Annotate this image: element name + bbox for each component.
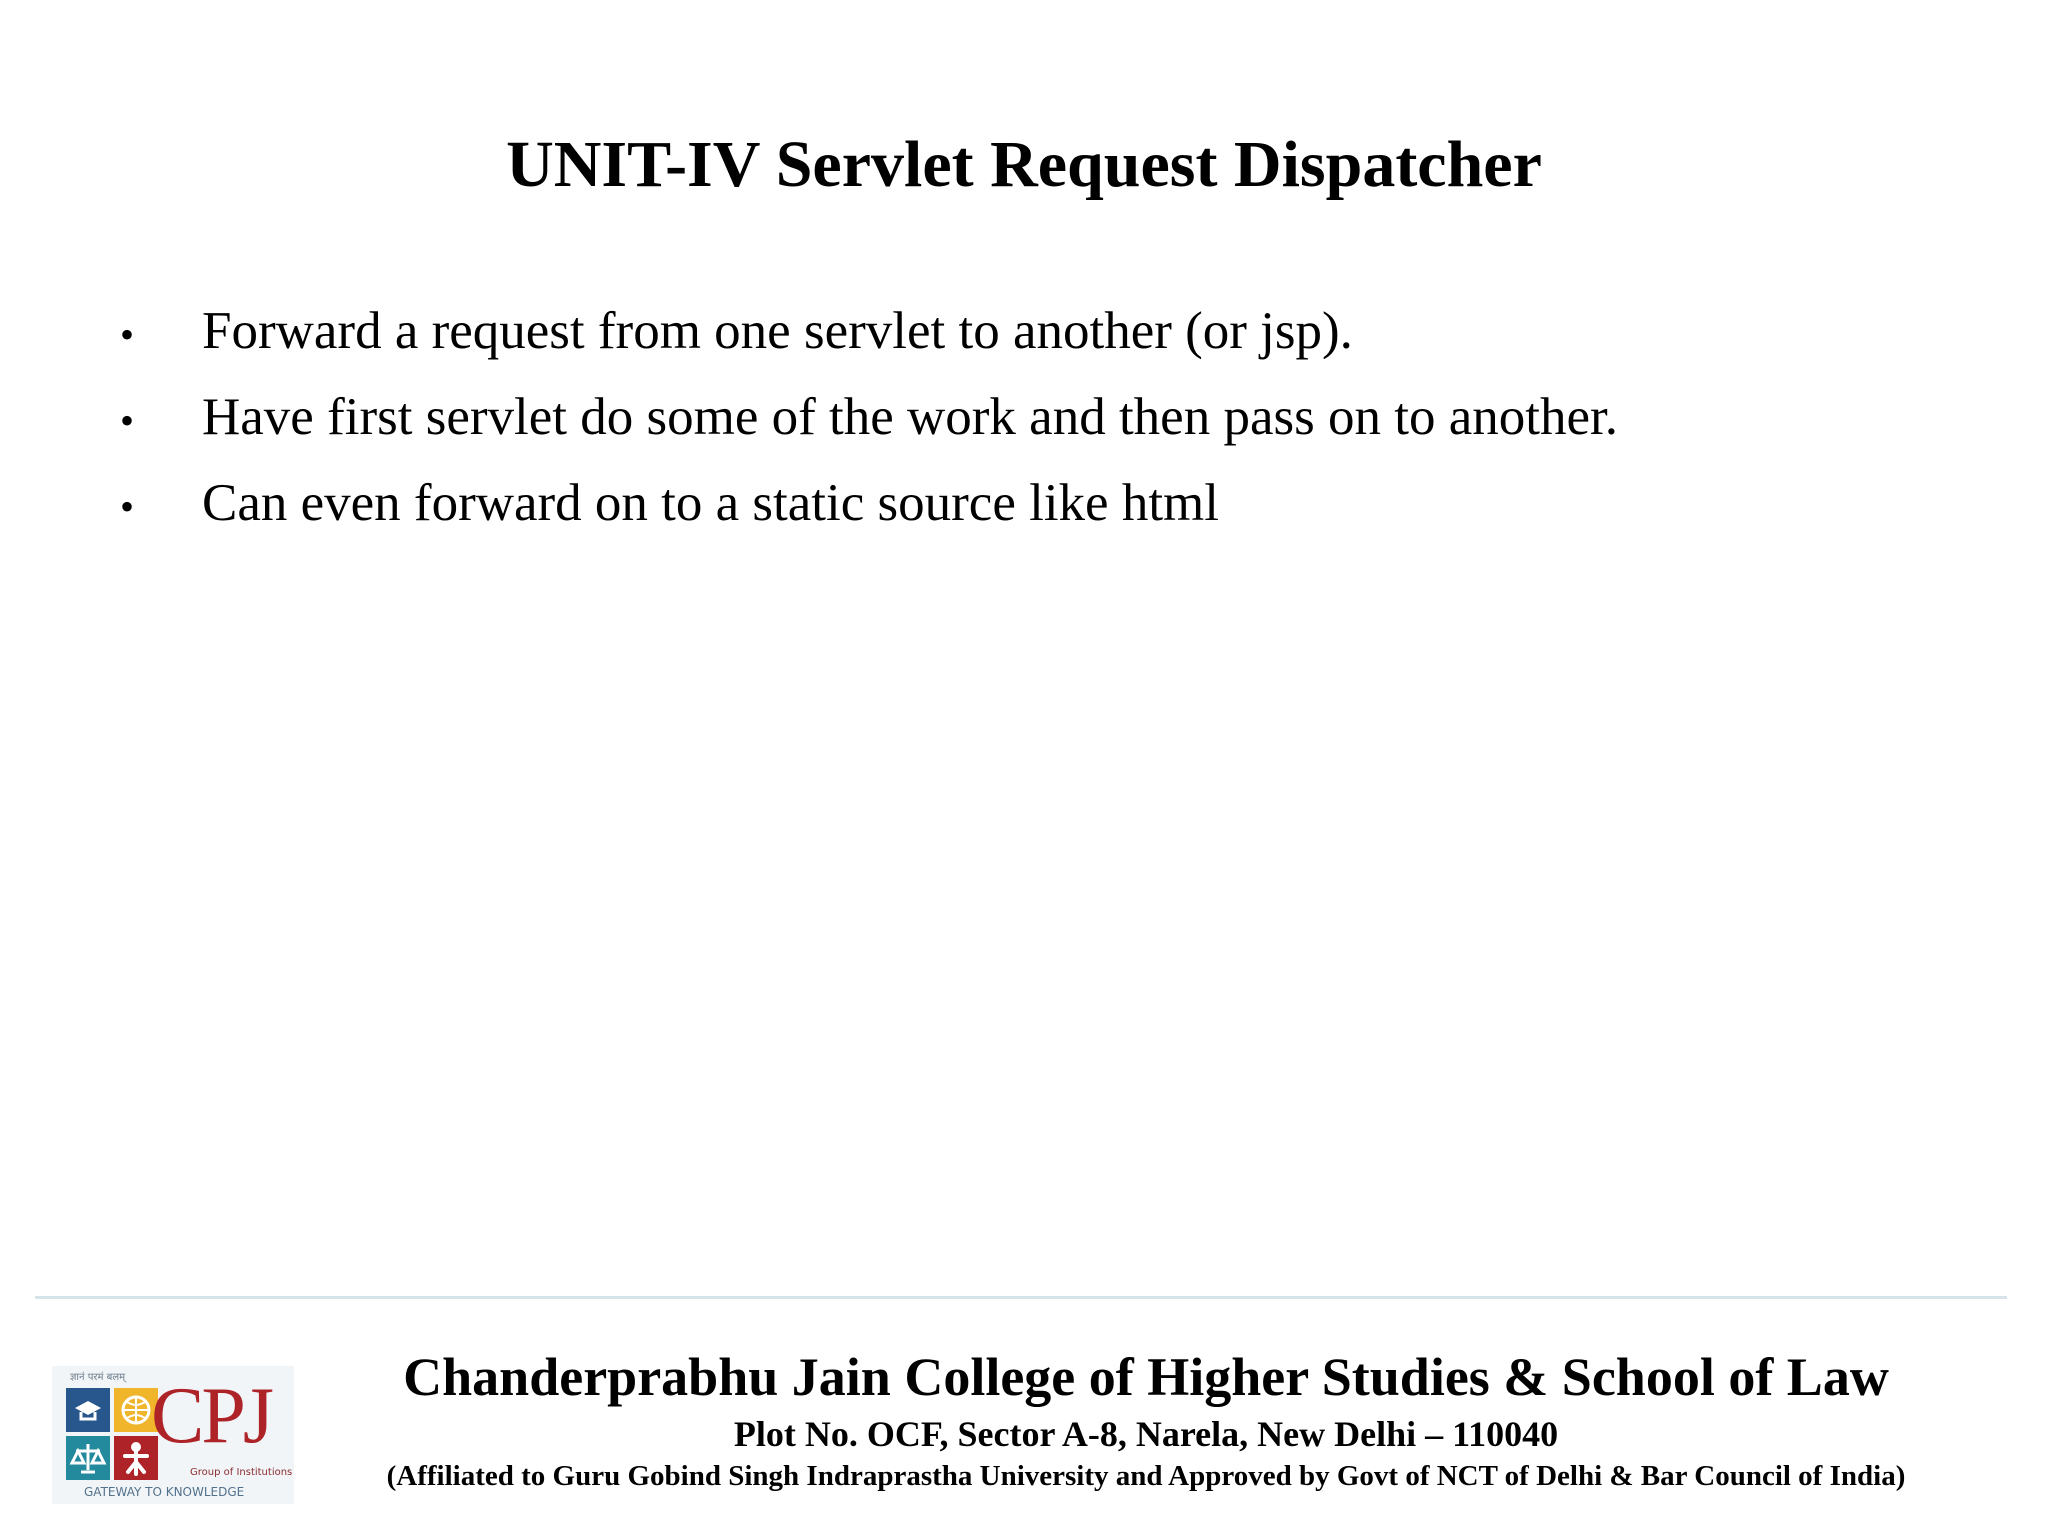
bullet-text: Forward a request from one servlet to another (or jsp). <box>202 302 1353 360</box>
logo-motto: ज्ञानं परमं बलम् <box>70 1372 126 1383</box>
logo-group-text: Group of Institutions <box>190 1467 293 1478</box>
slide-title: UNIT-IV Servlet Request Dispatcher <box>506 128 1542 202</box>
bullet-item <box>120 290 1980 376</box>
college-logo <box>52 1366 294 1504</box>
bullet-item <box>120 462 1980 548</box>
logo-initials: CPJ <box>151 1372 271 1460</box>
bullet-icon: • <box>120 312 135 357</box>
bullet-text: Have first servlet do some of the work and then pass on to another. <box>202 388 1618 446</box>
bullet-icon: • <box>120 398 135 443</box>
college-address: Plot No. OCF, Sector A-8, Narela, New Delhi – 110040 <box>733 1414 1559 1454</box>
college-name: Chanderprabhu Jain College of Higher Studies & School of Law <box>403 1347 1889 1407</box>
bullet-text: Can even forward on to a static source like html <box>202 474 1219 532</box>
footer-divider <box>35 1296 2007 1299</box>
bullet-list <box>120 290 1980 548</box>
college-affiliation: (Affiliated to Guru Gobind Singh Indraprastha University and Approved by Govt of NCT of Delhi & Bar Council of India) <box>386 1460 1906 1492</box>
bullet-item <box>120 376 1980 462</box>
bullet-icon: • <box>120 484 135 529</box>
logo-tagline: GATEWAY TO KNOWLEDGE <box>84 1485 245 1499</box>
college-emblem-icon <box>64 1386 160 1482</box>
